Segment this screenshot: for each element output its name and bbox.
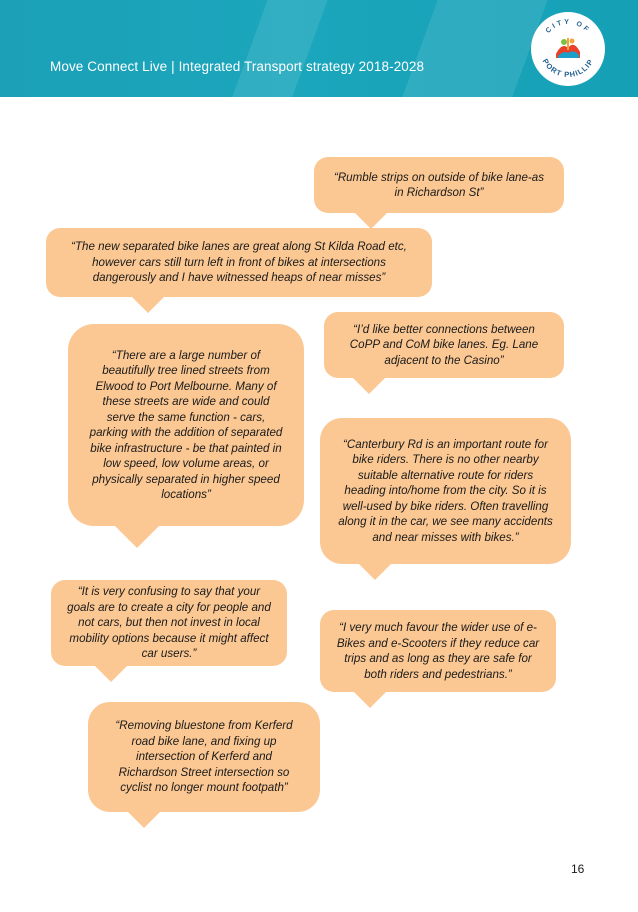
svg-text:CITY OF: CITY OF: [544, 18, 592, 35]
quote-text: “There are a large number of beautifully tree lined streets from Elwood to Port Melbourne. Many of these streets are wide and could serve the same function - cars, parking with the addition of separated bike infrastructure - be that painted in low speed, low volume areas, or physically separated in higher speed locations”: [89, 348, 283, 501]
bubble-tail: [351, 376, 387, 394]
quote-bubble: [324, 312, 564, 378]
quote-text: “The new separated bike lanes are great along St Kilda Road etc, however cars still turn left in front of bikes at intersections dangerously and I have witnessed heaps of near misses”: [71, 240, 407, 285]
quote-text: “I’d like better connections between CoPP and CoM bike lanes. Eg. Lane adjacent to the Casino”: [349, 322, 539, 367]
bubble-tail: [357, 562, 393, 580]
header-stripe: [402, 0, 547, 97]
quote-bubble: [314, 157, 564, 213]
quote-bubble: [68, 324, 304, 526]
port-phillip-logo-icon: [531, 12, 605, 86]
quote-bubble: [320, 610, 556, 692]
header-stripe: [232, 0, 327, 97]
quote-bubble: [88, 702, 320, 812]
quote-bubble: [51, 580, 287, 666]
quote-text: “Rumble strips on outside of bike lane-as in Richardson St”: [333, 170, 545, 199]
bubble-tail: [130, 295, 166, 313]
quote-bubble: [320, 418, 571, 564]
quote-text: “It is very confusing to say that your goals are to create a city for people and not cars, but then not invest in local mobility options because it might affect car users.”: [67, 585, 271, 661]
quote-text: “I very much favour the wider use of e-Bikes and e-Scooters if they reduce car trips and as long as they are safe for both riders and pedestrians.”: [336, 621, 540, 681]
bubble-tail: [93, 664, 129, 682]
quote-bubble: [46, 228, 432, 297]
city-logo: [531, 12, 605, 86]
bubble-tail: [113, 524, 161, 548]
header-title: Move Connect Live | Integrated Transport strategy 2018-2028: [50, 59, 425, 74]
bubble-tail: [126, 810, 162, 828]
bubble-tail: [352, 690, 388, 708]
svg-text:PORT PHILLIP: PORT PHILLIP: [540, 57, 596, 80]
page-header: [0, 0, 638, 97]
bubble-tail: [353, 211, 389, 229]
quote-text: “Removing bluestone from Kerferd road bike lane, and fixing up intersection of Kerferd and Richardson Street intersection so cyclist no longer mount footpath”: [115, 719, 293, 795]
page-number: 16: [571, 862, 585, 876]
quote-text: “Canterbury Rd is an important route for bike riders. There is no other nearby suitable alternative route for riders heading into/home from the city. So it is well-used by bike riders. Often travelling along it in the car, we see many accidents and near misses with bikes.”: [338, 437, 553, 544]
